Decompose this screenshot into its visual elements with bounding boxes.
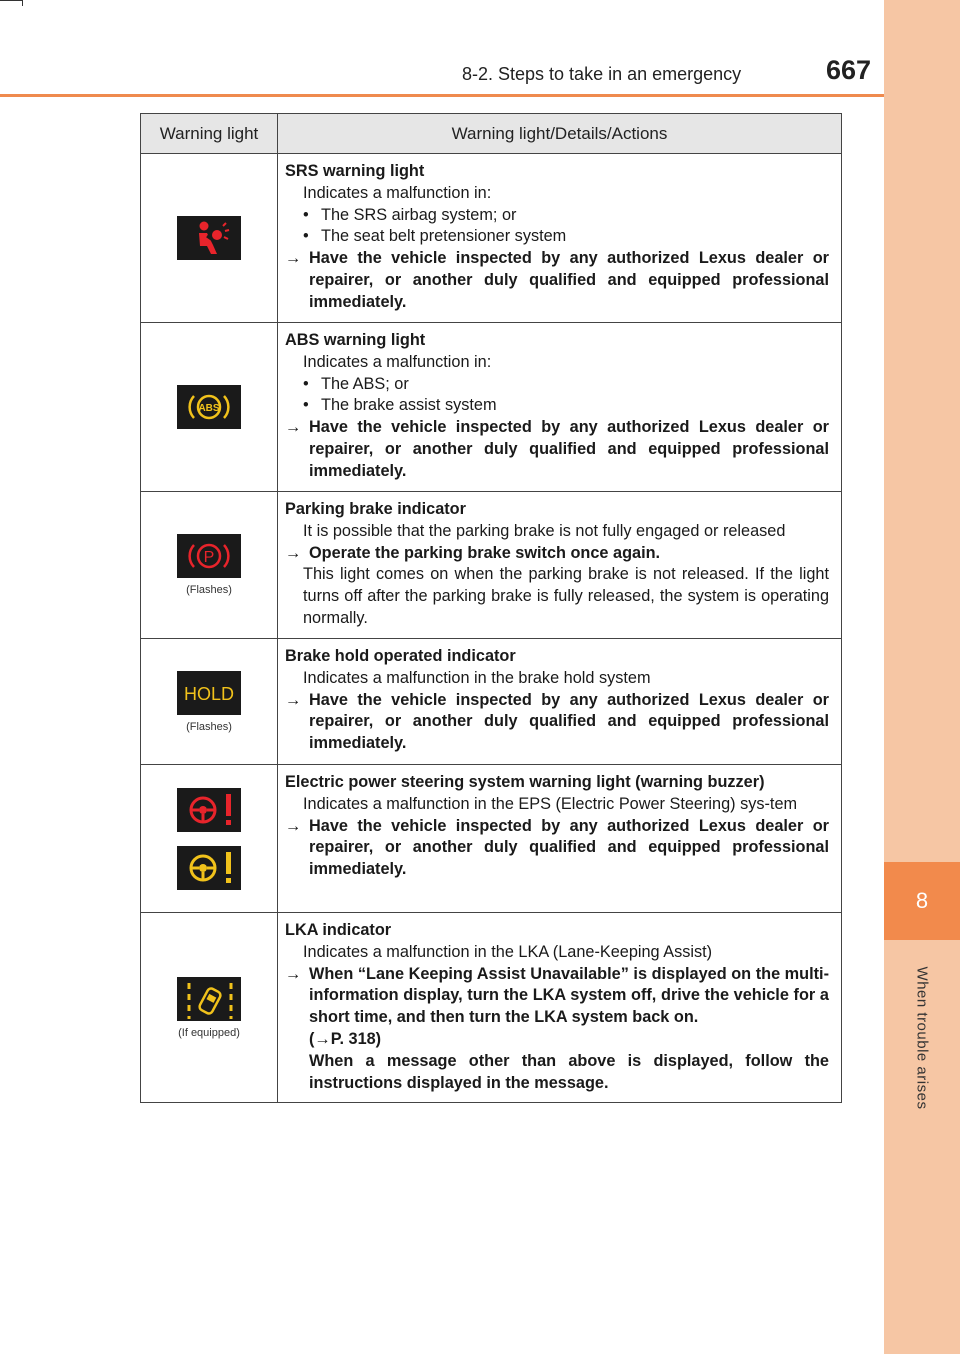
list-item [285, 205, 829, 227]
action [285, 964, 829, 1095]
light-name: LKA indicator [285, 921, 392, 939]
brake-hold-icon [177, 671, 241, 715]
details-cell [278, 765, 842, 913]
column-header: Warning light/Details/Actions [278, 114, 842, 154]
icon-cell [141, 154, 278, 323]
description: Indicates a malfunction in the EPS (Electric Power Steering) sys-tem [303, 794, 798, 813]
action [285, 248, 829, 313]
action-text: Operate the parking brake switch once again. [309, 543, 661, 562]
list-item-text: The ABS; or [321, 374, 409, 393]
description: Indicates a malfunction in the LKA (Lane-Keeping Assist) [303, 942, 713, 961]
header-rule [0, 94, 884, 97]
action-text: Have the vehicle inspected by any authorized Lexus dealer or repairer, or another duly qualified and equipped professional immediately. [309, 690, 829, 753]
bullet-glyph: • [303, 396, 309, 415]
hold-icon-label: HOLD [183, 683, 235, 704]
light-name: ABS warning light [285, 331, 426, 349]
arrow-icon: → [285, 418, 302, 437]
section-title: 8-2. Steps to take in an emergency [462, 64, 742, 84]
page-number: 667 [826, 55, 872, 85]
details-cell [278, 913, 842, 1103]
arrow-icon: → [285, 964, 302, 983]
light-name: SRS warning light [285, 162, 425, 180]
icon-caption: (Flashes) [186, 720, 232, 733]
crop-mark [22, 0, 23, 6]
note: This light comes on when the parking brake is not released. If the light turns off after the parking brake is fully released, the system is operating normally. [303, 565, 829, 627]
warning-lights-table [140, 113, 842, 1103]
arrow-icon: → [285, 249, 302, 268]
eps-warning-red-icon [177, 788, 241, 832]
column-header: Warning light [141, 114, 278, 154]
table-row [141, 765, 842, 913]
icon-cell [141, 765, 278, 913]
crop-mark [0, 0, 22, 1]
list-item-text: The seat belt pretensioner system [321, 227, 567, 246]
lka-indicator-icon [177, 977, 241, 1021]
bullet-glyph: • [303, 374, 309, 393]
action [285, 816, 829, 881]
arrow-icon: → [285, 690, 302, 709]
bullet-glyph: • [303, 227, 309, 246]
list-item-text: The brake assist system [321, 396, 497, 415]
bullet-glyph: • [303, 205, 309, 224]
parking-icon-label: P [203, 549, 215, 566]
icon-caption: (If equipped) [178, 1026, 240, 1039]
action-text: Have the vehicle inspected by any authorized Lexus dealer or repairer, or another duly qualified and equipped professional immediately. [309, 418, 829, 480]
table-header-row [141, 114, 842, 154]
details-cell [278, 154, 842, 323]
icon-cell [141, 639, 278, 765]
icon-cell [141, 323, 278, 492]
table-row [141, 323, 842, 492]
action [285, 690, 829, 755]
icon-caption: (Flashes) [186, 584, 232, 596]
chapter-title: When trouble arises [913, 966, 931, 1110]
table-row [141, 913, 842, 1103]
icon-cell [141, 492, 278, 639]
description: Indicates a malfunction in the brake hold system [303, 668, 651, 687]
action-extra: When a message other than above is displayed, follow the instructions displayed in the message. [309, 1051, 829, 1092]
description: Indicates a malfunction in: [303, 183, 492, 202]
eps-warning-yellow-icon [177, 846, 241, 890]
abs-warning-icon [177, 385, 241, 429]
action-text: Have the vehicle inspected by any authorized Lexus dealer or repairer, or another duly qualified and equipped professional immediately. [309, 816, 829, 879]
list-item [285, 395, 829, 417]
action [285, 417, 829, 482]
table-row [141, 639, 842, 765]
light-name: Electric power steering system warning light (warning buzzer) [285, 773, 765, 791]
list-item-text: The SRS airbag system; or [321, 205, 517, 224]
list-item [285, 374, 829, 396]
parking-brake-icon [177, 534, 241, 578]
abs-icon-label: ABS [198, 403, 220, 414]
table-row [141, 492, 842, 639]
srs-warning-icon [177, 216, 241, 260]
chapter-number: 8 [884, 862, 960, 940]
light-name: Parking brake indicator [285, 500, 466, 518]
icon-cell [141, 913, 278, 1103]
details-cell [278, 492, 842, 639]
light-name: Brake hold operated indicator [285, 647, 516, 665]
description: It is possible that the parking brake is not fully engaged or released [303, 521, 786, 540]
page-reference: (→P. 318) [309, 1029, 382, 1048]
action-text: When “Lane Keeping Assist Unavailable” is displayed on the multi-information display, turn the LKA system off, drive the vehicle for a short time, and then turn the LKA system back on. [309, 964, 829, 1027]
action-text: Have the vehicle inspected by any authorized Lexus dealer or repairer, or another duly qualified and equipped professional immediately. [309, 249, 829, 311]
arrow-icon: → [285, 816, 302, 835]
list-item [285, 226, 829, 248]
details-cell [278, 639, 842, 765]
chapter-side-tab [884, 0, 960, 1354]
details-cell [278, 323, 842, 492]
table-row [141, 154, 842, 323]
description: Indicates a malfunction in: [303, 352, 492, 371]
action [285, 543, 829, 565]
arrow-icon: → [285, 543, 302, 562]
